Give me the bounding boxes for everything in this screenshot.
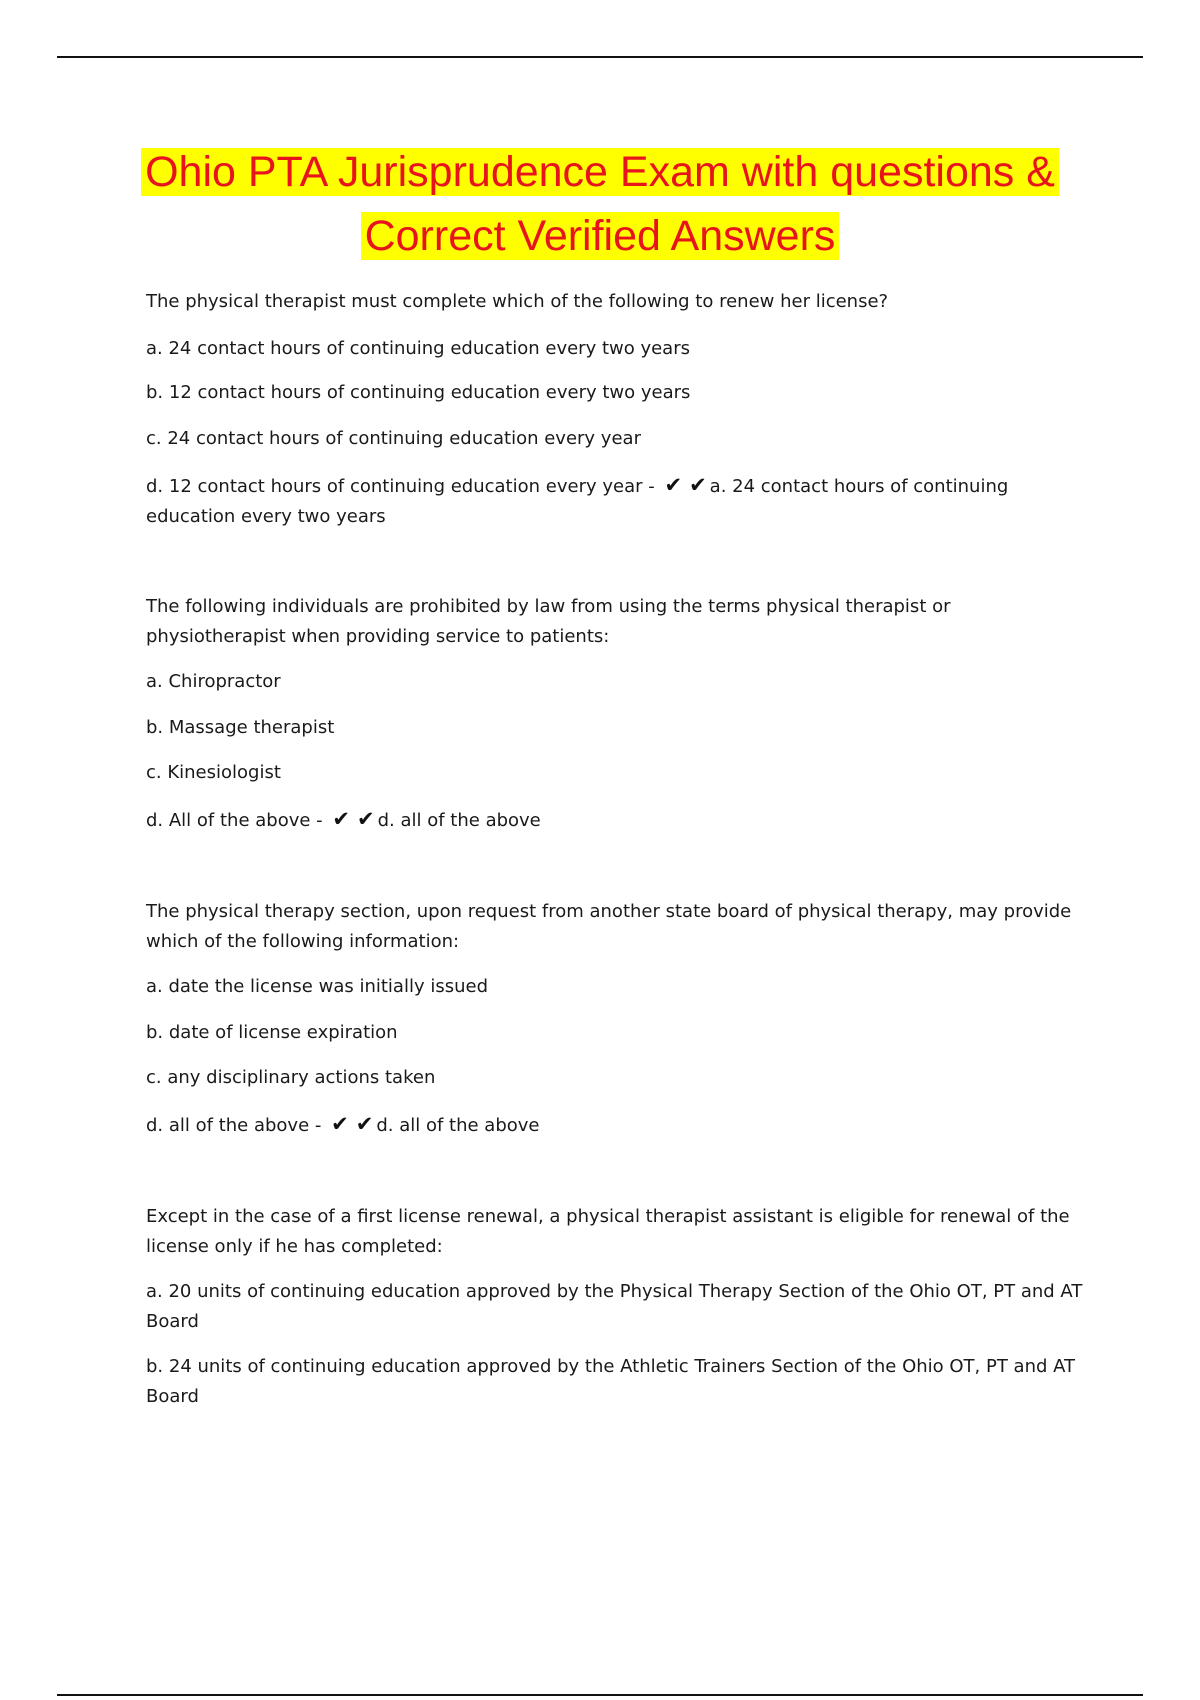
- title-line-1: Ohio PTA Jurisprudence Exam with questions &: [141, 148, 1059, 196]
- check-icon: ✔: [355, 1112, 374, 1136]
- answer-option: b. date of license expiration: [146, 1022, 398, 1043]
- answer-option-with-answer: [146, 1111, 1086, 1141]
- question-text: The physical therapy section, upon request from another state board of physical therapy, may provide which of the following information:: [146, 901, 1072, 952]
- correct-answer: d. all of the above: [376, 1115, 540, 1136]
- document-title: [100, 140, 1100, 268]
- top-rule: [57, 56, 1143, 58]
- answer-option: a. 24 contact hours of continuing education every two years: [146, 338, 690, 359]
- title-line-2: Correct Verified Answers: [361, 212, 840, 260]
- question-text: The following individuals are prohibited by law from using the terms physical therapist or physiotherapist when providing service to patients:: [146, 596, 951, 647]
- answer-option: b. 12 contact hours of continuing education every two years: [146, 382, 691, 403]
- check-icon: ✔: [664, 473, 683, 497]
- answer-option: a. 20 units of continuing education approved by the Physical Therapy Section of the Ohio OT, PT and AT Board: [146, 1281, 1083, 1332]
- option-text: d. all of the above -: [146, 1115, 322, 1136]
- answer-option-with-answer: [146, 806, 1086, 836]
- answer-option: b. Massage therapist: [146, 717, 335, 738]
- answer-option: a. date the license was initially issued: [146, 976, 488, 997]
- option-text: d. All of the above -: [146, 810, 323, 831]
- correct-answer: a. 24 contact hours of continuing education every two years: [146, 476, 1009, 527]
- question-text: The physical therapist must complete which of the following to renew her license?: [146, 291, 889, 312]
- check-icon: ✔: [331, 1112, 349, 1136]
- option-text: d. 12 contact hours of continuing education every year -: [146, 476, 655, 497]
- question-text: Except in the case of a first license renewal, a physical therapist assistant is eligible for renewal of the license only if he has completed:: [146, 1206, 1070, 1257]
- check-icon: ✔: [332, 807, 350, 831]
- correct-answer: d. all of the above: [377, 810, 541, 831]
- answer-option: a. Chiropractor: [146, 671, 281, 692]
- answer-option: c. 24 contact hours of continuing education every year: [146, 428, 641, 449]
- answer-option: c. Kinesiologist: [146, 762, 281, 783]
- answer-option: b. 24 units of continuing education approved by the Athletic Trainers Section of the Ohio OT, PT and AT Board: [146, 1356, 1076, 1407]
- bottom-rule: [57, 1694, 1143, 1696]
- check-icon: ✔: [357, 807, 375, 831]
- answer-option: c. any disciplinary actions taken: [146, 1067, 436, 1088]
- check-icon: ✔: [689, 473, 707, 497]
- answer-option-with-answer: [146, 472, 1086, 532]
